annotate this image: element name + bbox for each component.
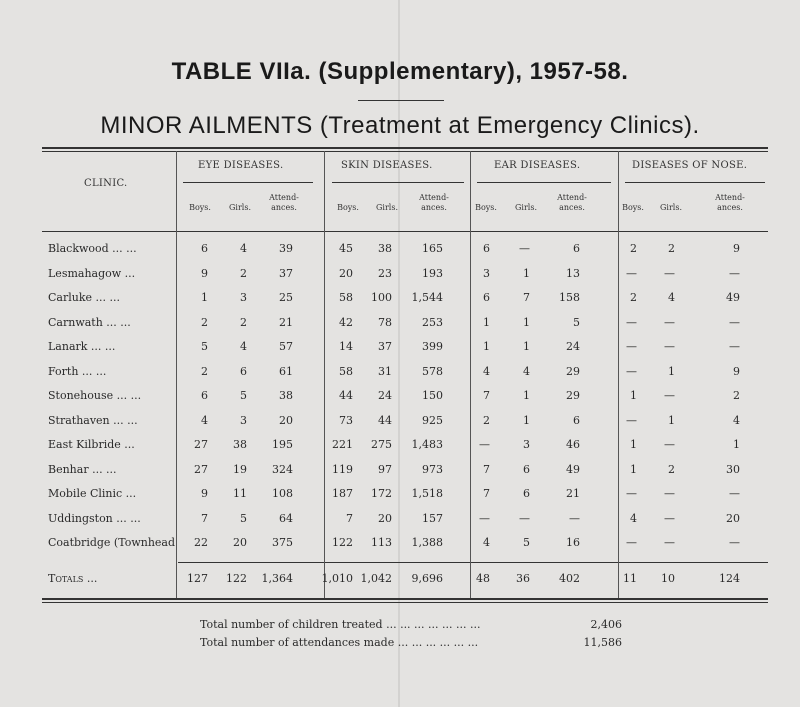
row-value: — [664, 315, 675, 329]
row-value: 3 [483, 266, 490, 280]
subheader-girls: Girls. [515, 203, 537, 212]
row-clinic-name: Forth ... ... [48, 364, 107, 378]
row-value: 2 [733, 389, 740, 402]
row-value: 6 [573, 413, 580, 427]
header-skin: SKIN DISEASES. [341, 160, 433, 171]
totals-value: 9,696 [411, 572, 443, 585]
row-value: 7 [523, 291, 530, 304]
row-value: 1,544 [411, 291, 443, 304]
row-value: — [664, 389, 675, 402]
row-value: 6 [201, 242, 208, 255]
row-value: 4 [668, 291, 675, 304]
row-value: 1 [483, 340, 490, 353]
row-value: 2 [201, 364, 208, 378]
row-value: 578 [422, 364, 443, 378]
row-value: 73 [339, 413, 353, 427]
row-value: 4 [240, 242, 247, 255]
row-value: 4 [733, 413, 740, 427]
row-value: — [626, 536, 637, 549]
row-value: 1 [630, 462, 637, 476]
row-value: 1,388 [411, 536, 443, 549]
row-value: 45 [339, 242, 353, 255]
row-value: — [664, 511, 675, 525]
row-clinic-name: Lesmahagow ... [48, 266, 136, 280]
footer-label: Total number of children treated ... ... ... ... ... ... ... [200, 618, 481, 631]
footer-label: Total number of attendances made ... ... ... ... ... ... [200, 636, 479, 649]
row-value: — [729, 487, 740, 500]
row-value: 165 [422, 242, 443, 255]
row-clinic-name: East Kilbride ... [48, 438, 135, 451]
subheader-attendances: Attend- ances. [715, 193, 745, 212]
row-value: 2 [483, 413, 490, 427]
row-value: 44 [378, 413, 392, 427]
totals-value: 1,042 [360, 572, 392, 585]
row-clinic-name: Stonehouse ... ... [48, 389, 142, 402]
row-value: 19 [233, 462, 247, 476]
row-clinic-name: Blackwood ... ... [48, 242, 137, 255]
row-value: 122 [332, 536, 353, 549]
row-value: 37 [378, 340, 392, 353]
row-value: 20 [339, 266, 353, 280]
row-value: 7 [483, 487, 490, 500]
row-value: 253 [422, 315, 443, 329]
row-value: 9 [201, 266, 208, 280]
totals-value: 10 [661, 572, 675, 585]
row-value: — [626, 364, 637, 378]
row-value: 2 [240, 315, 247, 329]
row-value: 42 [339, 315, 353, 329]
row-value: — [664, 438, 675, 451]
row-value: 973 [422, 462, 443, 476]
row-value: 150 [422, 389, 443, 402]
row-clinic-name: Carnwath ... ... [48, 315, 131, 329]
totals-top-rule [178, 562, 768, 563]
group-rule-nose [625, 182, 765, 183]
row-value: 27 [194, 438, 208, 451]
row-value: 195 [272, 438, 293, 451]
row-value: 2 [668, 242, 675, 255]
row-value: 5 [201, 340, 208, 353]
row-value: 1 [630, 389, 637, 402]
row-value: 46 [566, 438, 580, 451]
row-value: 3 [523, 438, 530, 451]
subheader-boys: Boys. [622, 203, 644, 212]
row-value: 1 [630, 438, 637, 451]
row-value: 7 [483, 462, 490, 476]
totals-value: 11 [623, 572, 637, 585]
row-value: 31 [378, 364, 392, 378]
row-value: — [626, 315, 637, 329]
totals-value: 127 [187, 572, 208, 585]
table-title: TABLE VIIa. (Supplementary), 1957-58. [171, 58, 629, 85]
row-value: — [626, 266, 637, 280]
subheader-attendances: Attend- ances. [269, 193, 299, 212]
row-value: 3 [240, 291, 247, 304]
row-value: 6 [201, 389, 208, 402]
row-value: — [519, 242, 530, 255]
row-value: — [626, 413, 637, 427]
row-value: — [729, 536, 740, 549]
row-value: 7 [346, 511, 353, 525]
totals-value: 48 [476, 572, 490, 585]
row-value: 38 [233, 438, 247, 451]
row-value: 4 [630, 511, 637, 525]
row-clinic-name: Strathaven ... ... [48, 413, 138, 427]
totals-value: 122 [226, 572, 247, 585]
row-value: 25 [279, 291, 293, 304]
table-bottom-rule-2 [42, 602, 768, 603]
row-value: 39 [279, 242, 293, 255]
row-value: 1,483 [411, 438, 443, 451]
row-value: 38 [378, 242, 392, 255]
title-underline [358, 100, 444, 101]
header-clinic: CLINIC. [84, 178, 128, 189]
row-value: 11 [233, 487, 247, 500]
row-value: 6 [523, 487, 530, 500]
row-value: — [729, 315, 740, 329]
row-value: 158 [559, 291, 580, 304]
row-value: 1 [668, 364, 675, 378]
row-value: 4 [201, 413, 208, 427]
row-value: 1 [523, 389, 530, 402]
row-value: — [664, 487, 675, 500]
row-value: 1 [668, 413, 675, 427]
group-rule-ear [477, 182, 611, 183]
row-value: 29 [566, 364, 580, 378]
row-value: 13 [566, 266, 580, 280]
row-value: 49 [566, 462, 580, 476]
row-value: 9 [201, 487, 208, 500]
row-value: 7 [201, 511, 208, 525]
row-clinic-name: Mobile Clinic ... [48, 487, 137, 500]
row-value: 16 [566, 536, 580, 549]
row-value: 78 [378, 315, 392, 329]
row-value: 1 [523, 413, 530, 427]
row-value: 44 [339, 389, 353, 402]
row-value: 6 [483, 242, 490, 255]
row-value: 1 [523, 340, 530, 353]
row-value: 2 [201, 315, 208, 329]
row-value: 172 [371, 487, 392, 500]
row-value: 30 [726, 462, 740, 476]
row-value: 58 [339, 364, 353, 378]
row-value: 275 [371, 438, 392, 451]
row-value: 14 [339, 340, 353, 353]
subheader-attendances: Attend- ances. [419, 193, 449, 212]
row-value: 20 [233, 536, 247, 549]
row-value: 187 [332, 487, 353, 500]
header-bottom-rule [42, 231, 768, 232]
row-value: 221 [332, 438, 353, 451]
totals-value: 402 [559, 572, 580, 585]
table-bottom-rule [42, 598, 768, 600]
row-clinic-name: Coatbridge (Townhead [48, 536, 176, 549]
row-value: 21 [566, 487, 580, 500]
group-rule-skin [332, 182, 464, 183]
row-value: 21 [279, 315, 293, 329]
row-value: 2 [630, 242, 637, 255]
row-value: — [569, 511, 580, 525]
subheader-girls: Girls. [660, 203, 682, 212]
row-value: 24 [566, 340, 580, 353]
row-value: 5 [240, 389, 247, 402]
row-value: 29 [566, 389, 580, 402]
row-value: 38 [279, 389, 293, 402]
row-value: — [626, 340, 637, 353]
totals-value: 36 [516, 572, 530, 585]
table-subtitle: MINOR AILMENTS (Treatment at Emergency Clinics). [100, 112, 700, 139]
footer-value: 11,586 [583, 636, 622, 649]
row-value: 6 [573, 242, 580, 255]
row-clinic-name: Carluke ... ... [48, 291, 120, 304]
row-value: 24 [378, 389, 392, 402]
row-value: 9 [733, 364, 740, 378]
row-value: 23 [378, 266, 392, 280]
row-clinic-name: Uddingston ... ... [48, 511, 141, 525]
row-value: — [664, 536, 675, 549]
row-value: 22 [194, 536, 208, 549]
row-value: 2 [630, 291, 637, 304]
row-value: 1 [523, 315, 530, 329]
row-value: 925 [422, 413, 443, 427]
row-value: 100 [371, 291, 392, 304]
row-value: 4 [523, 364, 530, 378]
header-nose: DISEASES OF NOSE. [632, 160, 748, 171]
table-top-rule-2 [42, 151, 768, 152]
row-value: — [729, 266, 740, 280]
row-value: 4 [483, 364, 490, 378]
row-value: 27 [194, 462, 208, 476]
row-value: — [626, 487, 637, 500]
totals-value: 1,010 [321, 572, 353, 585]
subheader-attendances: Attend- ances. [557, 193, 587, 212]
row-value: — [519, 511, 530, 525]
row-value: 9 [733, 242, 740, 255]
row-value: 5 [240, 511, 247, 525]
totals-label: Totals ... [48, 572, 98, 585]
row-value: 58 [339, 291, 353, 304]
row-value: 119 [332, 462, 353, 476]
row-value: 157 [422, 511, 443, 525]
subheader-boys: Boys. [475, 203, 497, 212]
row-value: 2 [240, 266, 247, 280]
subheader-girls: Girls. [376, 203, 398, 212]
row-clinic-name: Benhar ... ... [48, 462, 117, 476]
subheader-girls: Girls. [229, 203, 251, 212]
header-ear: EAR DISEASES. [494, 160, 581, 171]
row-value: 6 [240, 364, 247, 378]
row-clinic-name: Lanark ... ... [48, 340, 116, 353]
row-value: 4 [240, 340, 247, 353]
row-value: 6 [483, 291, 490, 304]
table-top-rule [42, 147, 768, 149]
row-value: 4 [483, 536, 490, 549]
row-value: — [664, 266, 675, 280]
row-value: — [664, 340, 675, 353]
row-value: 1 [523, 266, 530, 280]
subheader-boys: Boys. [189, 203, 211, 212]
row-value: 1 [733, 438, 740, 451]
row-value: 20 [279, 413, 293, 427]
row-value: 97 [378, 462, 392, 476]
row-value: 7 [483, 389, 490, 402]
row-value: — [479, 438, 490, 451]
row-value: 1 [201, 291, 208, 304]
row-value: 399 [422, 340, 443, 353]
row-value: 375 [272, 536, 293, 549]
row-value: 49 [726, 291, 740, 304]
row-value: 108 [272, 487, 293, 500]
group-rule-eye [183, 182, 313, 183]
row-value: 5 [573, 315, 580, 329]
subheader-boys: Boys. [337, 203, 359, 212]
row-value: 20 [726, 511, 740, 525]
row-value: 193 [422, 266, 443, 280]
row-value: 64 [279, 511, 293, 525]
row-value: — [729, 340, 740, 353]
row-value: 37 [279, 266, 293, 280]
header-eye: EYE DISEASES. [198, 160, 284, 171]
totals-value: 1,364 [261, 572, 293, 585]
row-value: — [479, 511, 490, 525]
row-value: 1 [483, 315, 490, 329]
row-value: 1,518 [411, 487, 443, 500]
footer-value: 2,406 [590, 618, 622, 631]
row-value: 61 [279, 364, 293, 378]
row-value: 6 [523, 462, 530, 476]
page-fold [398, 0, 400, 707]
row-value: 3 [240, 413, 247, 427]
totals-value: 124 [719, 572, 740, 585]
row-value: 20 [378, 511, 392, 525]
row-value: 113 [371, 536, 392, 549]
row-value: 324 [272, 462, 293, 476]
row-value: 2 [668, 462, 675, 476]
row-value: 5 [523, 536, 530, 549]
row-value: 57 [279, 340, 293, 353]
